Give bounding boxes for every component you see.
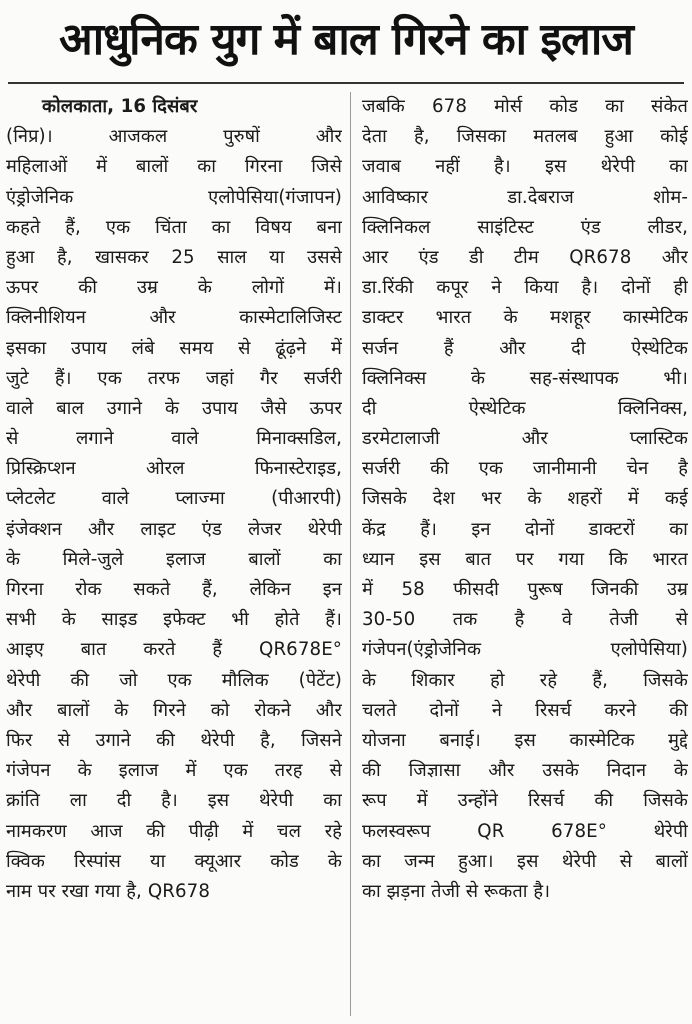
- text-line: दी ऐस्थेटिक क्लिनिक्स,: [362, 397, 688, 419]
- text-line: सर्जरी की एक जानीमानी चेन है: [362, 458, 688, 480]
- text-line: वाले बाल उगाने के उपाय जैसे ऊपर: [6, 397, 342, 419]
- text-line: के शिकार हो रहे हैं, जिसके: [362, 669, 688, 691]
- text-line: ध्यान इस बात पर गया कि भारत: [362, 548, 688, 570]
- text-line: महिलाओं में बालों का गिरना जिसे: [6, 156, 342, 178]
- text-line: और बालों के गिरने को रोकने और: [6, 699, 342, 721]
- text-line: आइए बात करते हैं QR678E°: [6, 639, 342, 661]
- text-line: डरमेटालाजी और प्लास्टिक: [362, 428, 688, 450]
- headline-rule: [8, 82, 684, 84]
- text-line: क्लिनिकल साइंटिस्ट एंड लीडर,: [362, 216, 688, 238]
- text-line: प्लेटलेट वाले प्लाज्मा (पीआरपी): [6, 488, 342, 510]
- text-line: सभी के साइड इफेक्ट भी होते हैं।: [6, 609, 342, 631]
- text-line: (निप्र)। आजकल पुरुषों और: [6, 126, 342, 148]
- text-line: थेरेपी की जो एक मौलिक (पेटेंट): [6, 669, 342, 691]
- text-line: नामकरण आज की पीढ़ी में चल रहे: [6, 820, 342, 842]
- text-line: फिर से उगाने की थेरेपी है, जिसने: [6, 729, 342, 751]
- text-line: प्रिस्क्रिप्शन ओरल फिनास्टेराइड,: [6, 458, 342, 480]
- text-line: इसका उपाय लंबे समय से ढूंढ़ने में: [6, 337, 342, 359]
- text-line: का झड़ना तेजी से रूकता है।: [362, 880, 551, 902]
- text-line: का जन्म हुआ। इस थेरेपी से बालों: [362, 850, 688, 872]
- text-line: केंद्र हैं। इन दोनों डाक्टरों का: [362, 518, 688, 540]
- text-line: नाम पर रखा गया है, QR678: [6, 880, 210, 902]
- column-divider: [350, 92, 351, 1016]
- article-column-right: [362, 92, 688, 1016]
- text-line: गंजेपन(एंड्रोजेनिक एलोपेसिया): [362, 639, 688, 661]
- text-line: आर एंड डी टीम QR678 और: [362, 246, 688, 268]
- dateline: कोलकाता, 16 दिसंबर: [42, 96, 198, 117]
- text-line: रूप में उन्होंने रिसर्च की जिसके: [362, 790, 688, 812]
- text-line: गिरना रोक सकते हैं, लेकिन इन: [6, 579, 342, 600]
- text-line: में 58 फीसदी पुरूष जिनकी उम्र: [362, 579, 688, 600]
- text-line: क्रांति ला दी है। इस थेरेपी का: [6, 790, 342, 812]
- text-line: गंजेपन के इलाज में एक तरह से: [6, 760, 342, 782]
- text-line: इंजेक्शन और लाइट एंड लेजर थेरेपी: [6, 518, 342, 540]
- text-line: जुटे हैं। एक तरफ जहां गैर सर्जरी: [6, 367, 342, 389]
- text-line: हुआ है, खासकर 25 साल या उससे: [6, 246, 342, 268]
- text-line: फलस्वरूप QR 678E° थेरेपी: [362, 820, 688, 842]
- text-line: ऊपर की उम्र के लोगों में।: [6, 277, 342, 299]
- text-line: चलते दोनों ने रिसर्च करने की: [362, 699, 688, 721]
- text-line: की जिज्ञासा और उसके निदान के: [362, 760, 688, 782]
- text-line: जवाब नहीं है। इस थेरेपी का: [362, 156, 688, 178]
- text-line: 30-50 तक है वे तेजी से: [362, 609, 688, 631]
- text-line: क्लिनिक्स के सह-संस्थापक भी।: [362, 367, 688, 389]
- text-line: एंड्रोजेनिक एलोपेसिया(गंजापन): [6, 186, 342, 208]
- text-line: देता है, जिसका मतलब हुआ कोई: [362, 126, 688, 148]
- text-line: जबकि 678 मोर्स कोड का संकेत: [362, 96, 688, 117]
- text-line: डा.रिंकी कपूर ने किया है। दोनों ही: [362, 277, 688, 299]
- text-line: जिसके देश भर के शहरों में कई: [362, 488, 688, 510]
- text-line: सर्जन हैं और दी ऐस्थेटिक: [362, 337, 688, 359]
- text-line: क्विक रिस्पांस या क्यूआर कोड के: [6, 850, 342, 872]
- text-line: क्लिनीशियन और कास्मेटालिजिस्ट: [6, 307, 342, 329]
- headline: आधुनिक युग में बाल गिरने का इलाज: [59, 14, 633, 65]
- text-line: से लगाने वाले मिनाक्सडिल,: [6, 428, 342, 450]
- text-line: डाक्टर भारत के मशहूर कास्मेटिक: [362, 307, 688, 329]
- text-line: योजना बनाई। इस कास्मेटिक मुद्दे: [362, 729, 688, 751]
- text-line: के मिले-जुले इलाज बालों का: [6, 548, 342, 570]
- text-line: आविष्कार डा.देबराज शोम-: [362, 186, 688, 208]
- article-column-left: [6, 92, 342, 1016]
- text-line: कहते हैं, एक चिंता का विषय बना: [6, 216, 342, 238]
